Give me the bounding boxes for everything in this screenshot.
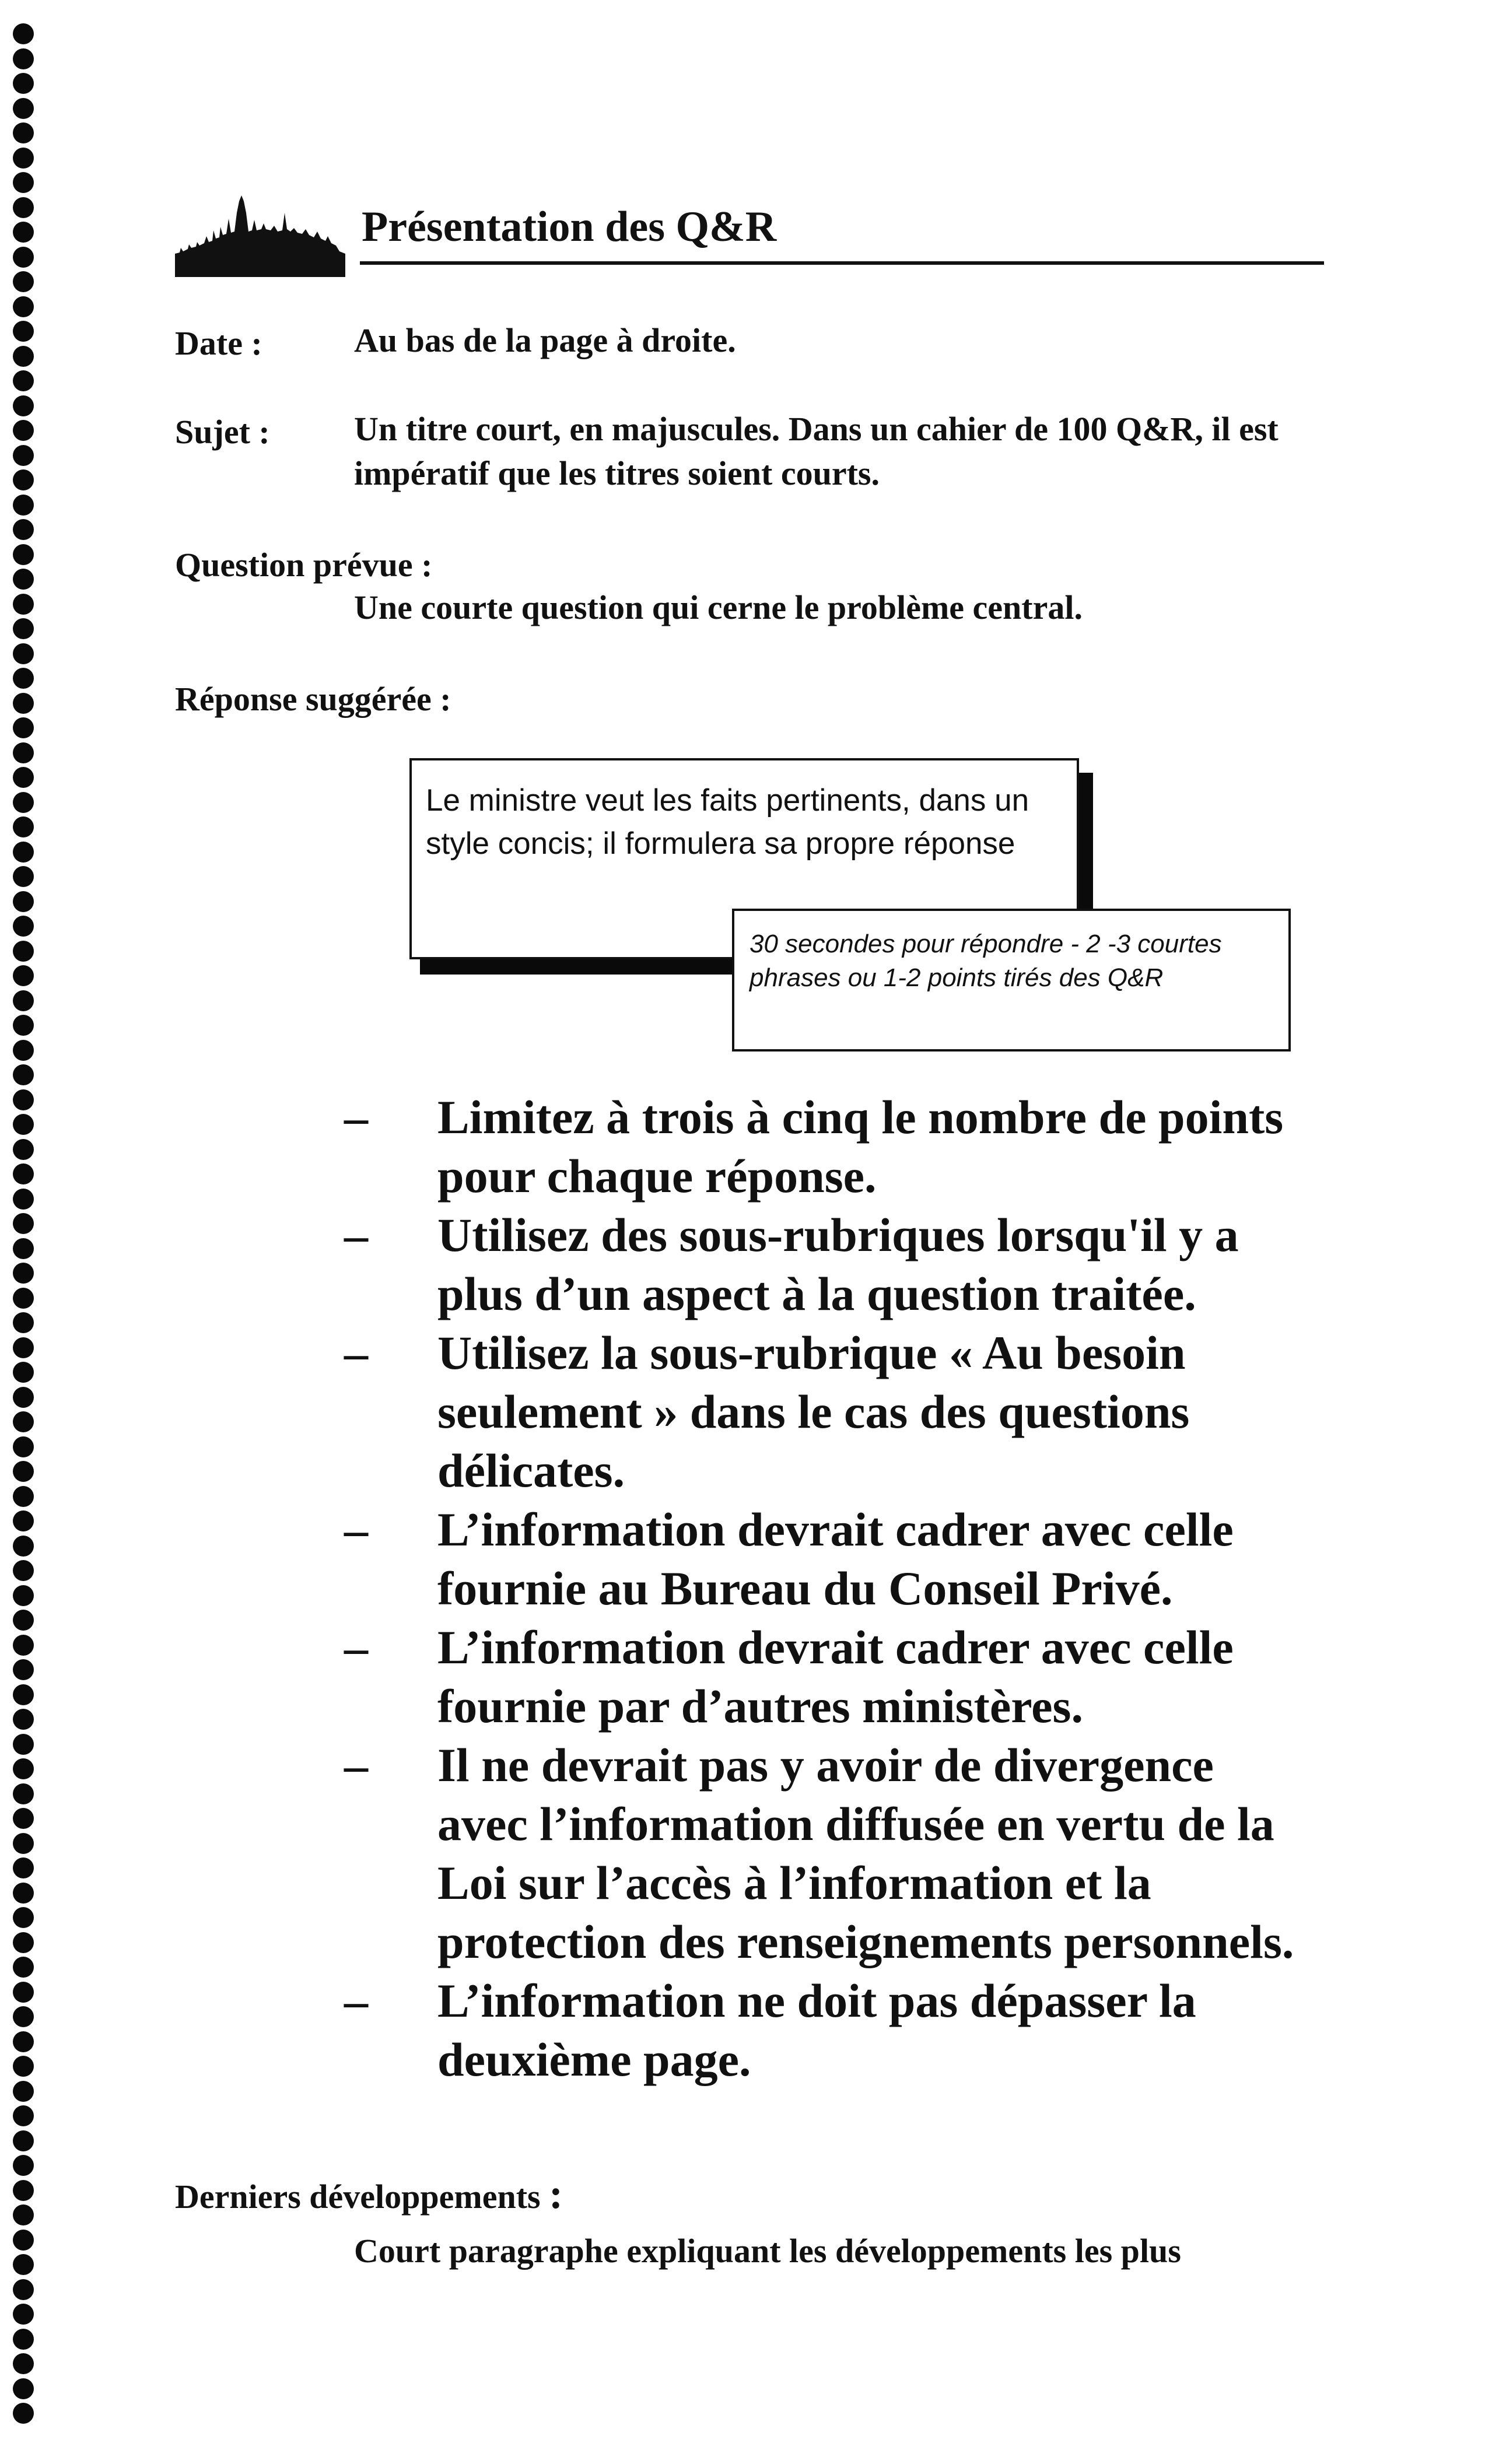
guideline-text: L’information devrait cadrer avec celle fournie par d’autres ministères. (437, 1621, 1234, 1733)
minister-note-text: Le ministre veut les faits pertinents, dans un style concis; il formulera sa propre réponse (426, 783, 1029, 861)
binding-hole (13, 1461, 34, 1482)
binding-hole (13, 2081, 34, 2102)
binding-hole (13, 73, 34, 94)
binding-hole (13, 1857, 34, 1878)
binding-hole (13, 296, 34, 317)
binding-hole (13, 1560, 34, 1581)
bullet-dash: – (344, 1326, 368, 1379)
bullet-dash: – (344, 1621, 368, 1674)
binding-hole (13, 2155, 34, 2176)
bullet-dash: – (344, 1503, 368, 1556)
latest-developments-value: Court paragraphe expliquant les développements les plus (354, 2232, 1181, 2270)
binding-hole (13, 1436, 34, 1457)
binding-hole (13, 1907, 34, 1928)
binding-hole (13, 1015, 34, 1036)
binding-hole (13, 2279, 34, 2300)
binding-hole (13, 2304, 34, 2325)
binding-hole (13, 2204, 34, 2225)
binding-hole (13, 2056, 34, 2077)
guideline-text: Utilisez la sous-rubrique « Au besoin seulement » dans le cas des questions délicates. (437, 1326, 1190, 1497)
binding-hole (13, 247, 34, 268)
binding-hole (13, 469, 34, 490)
guideline-text: Utilisez des sous-rubriques lorsqu'il y a plus d’un aspect à la question traitée. (437, 1208, 1239, 1320)
guideline-text: Limitez à trois à cinq le nombre de points pour chaque réponse. (437, 1091, 1284, 1203)
list-item (344, 1088, 1336, 1205)
binding-hole (13, 990, 34, 1011)
binding-hole (13, 2031, 34, 2052)
binding-hole (13, 519, 34, 540)
binding-hole (13, 197, 34, 218)
binding-hole (13, 618, 34, 639)
binding-hole (13, 2353, 34, 2374)
binding-hole (13, 742, 34, 763)
binding-hole (13, 271, 34, 292)
binding-hole (13, 2180, 34, 2201)
binding-hole (13, 1362, 34, 1383)
binding-hole (13, 1610, 34, 1631)
list-item (344, 1323, 1336, 1500)
binding-hole (13, 1238, 34, 1259)
binding-hole (13, 1659, 34, 1680)
binding-hole (13, 1139, 34, 1160)
binding-hole (13, 1163, 34, 1184)
list-item (344, 1205, 1336, 1323)
binding-hole (13, 1337, 34, 1358)
binding-hole (13, 395, 34, 416)
binding-hole (13, 172, 34, 193)
binding-hole (13, 2006, 34, 2027)
binding-hole (13, 2230, 34, 2251)
list-item (344, 1618, 1336, 1736)
guideline-text: L’information devrait cadrer avec celle fournie au Bureau du Conseil Privé. (437, 1503, 1234, 1615)
list-item (344, 1500, 1336, 1618)
guideline-text: L’information ne doit pas dépasser la deuxième page. (437, 1974, 1196, 2086)
binding-hole (13, 941, 34, 962)
latest-label-colon: : (549, 2171, 563, 2217)
subject-label: Sujet : (175, 413, 270, 451)
bullet-dash: – (344, 1974, 368, 2027)
binding-hole (13, 1288, 34, 1309)
binding-hole (13, 1758, 34, 1779)
binding-hole (13, 643, 34, 664)
binding-hole (13, 445, 34, 466)
binding-hole (13, 693, 34, 714)
guideline-text: Il ne devrait pas y avoir de divergence avec l’information diffusée en vertu de la Loi sur l’accès à l’information et la protection des renseignements personnels. (437, 1739, 1294, 1968)
binding-hole (13, 965, 34, 986)
binding-hole (13, 420, 34, 441)
binding-hole (13, 2403, 34, 2424)
binding-hole (13, 2254, 34, 2275)
binding-hole (13, 1833, 34, 1854)
binding-hole (13, 668, 34, 689)
binding-hole (13, 569, 34, 590)
subject-value: Un titre court, en majuscules. Dans un cahier de 100 Q&R, il est impératif que les titres soient courts. (354, 410, 1279, 492)
spiral-binding (8, 23, 38, 2444)
title-underline (360, 261, 1324, 265)
binding-hole (13, 1932, 34, 1953)
parliament-skyline-icon (175, 195, 345, 277)
latest-developments-label (175, 2173, 563, 2215)
binding-hole (13, 346, 34, 367)
binding-hole (13, 48, 34, 69)
bullet-dash: – (344, 1208, 368, 1261)
bullet-dash: – (344, 1739, 368, 1792)
binding-hole (13, 1510, 34, 1531)
binding-hole (13, 2378, 34, 2399)
binding-hole (13, 1808, 34, 1829)
binding-hole (13, 122, 34, 143)
binding-hole (13, 866, 34, 887)
binding-hole (13, 544, 34, 565)
timing-note-text: 30 secondes pour répondre - 2 -3 courtes phrases ou 1-2 points tirés des Q&R (749, 930, 1222, 992)
binding-hole (13, 916, 34, 937)
list-item (344, 1736, 1336, 1971)
binding-hole (13, 1411, 34, 1432)
list-item (344, 1971, 1336, 2089)
page-title: Présentation des Q&R (362, 203, 777, 251)
binding-hole (13, 792, 34, 813)
binding-hole (13, 1114, 34, 1135)
binding-hole (13, 1709, 34, 1730)
binding-hole (13, 222, 34, 243)
date-value: Au bas de la page à droite. (354, 321, 736, 359)
binding-hole (13, 1734, 34, 1755)
binding-hole (13, 717, 34, 738)
binding-hole (13, 1982, 34, 2003)
binding-hole (13, 1635, 34, 1656)
binding-hole (13, 842, 34, 863)
binding-hole (13, 1089, 34, 1110)
binding-hole (13, 1486, 34, 1507)
answer-label: Réponse suggérée : (175, 680, 451, 718)
binding-hole (13, 594, 34, 615)
binding-hole (13, 1387, 34, 1408)
binding-hole (13, 148, 34, 169)
callout-shadow (420, 958, 735, 975)
binding-hole (13, 1064, 34, 1085)
question-value: Une courte question qui cerne le problème central. (354, 588, 1083, 626)
guidelines-list (344, 1088, 1336, 2089)
date-label: Date : (175, 324, 262, 362)
binding-hole (13, 1883, 34, 1904)
bullet-dash: – (344, 1091, 368, 1144)
binding-hole (13, 23, 34, 44)
binding-hole (13, 816, 34, 837)
binding-hole (13, 321, 34, 342)
binding-hole (13, 1263, 34, 1284)
binding-hole (13, 2130, 34, 2151)
binding-hole (13, 98, 34, 119)
binding-hole (13, 1684, 34, 1705)
binding-hole (13, 891, 34, 912)
binding-hole (13, 1783, 34, 1804)
binding-hole (13, 1585, 34, 1606)
binding-hole (13, 2329, 34, 2350)
binding-hole (13, 1536, 34, 1557)
binding-hole (13, 1312, 34, 1333)
binding-hole (13, 1213, 34, 1234)
question-label: Question prévue : (175, 546, 433, 584)
binding-hole (13, 370, 34, 391)
binding-hole (13, 495, 34, 516)
binding-hole (13, 767, 34, 788)
binding-hole (13, 1040, 34, 1061)
binding-hole (13, 2105, 34, 2126)
latest-label-text: Derniers développements (175, 2178, 541, 2216)
binding-hole (13, 1189, 34, 1210)
binding-hole (13, 1957, 34, 1978)
